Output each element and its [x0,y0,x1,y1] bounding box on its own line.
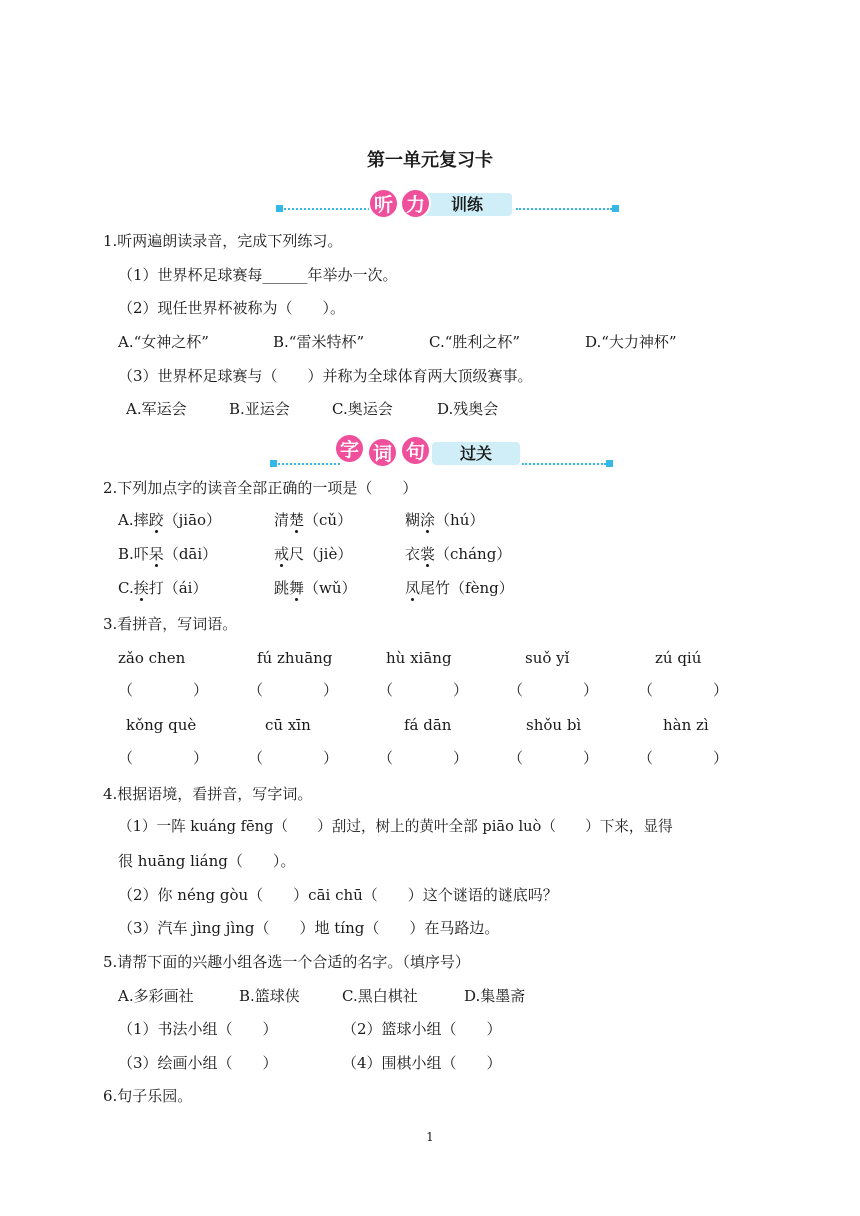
answer-blank[interactable]: （ ） [508,681,599,699]
pinyin-prompt: fú zhuāng [257,649,333,667]
option-text: A.多彩画社 [118,987,194,1005]
option-text: D.集墨斋 [464,987,526,1005]
pronunciation-item: 糊涂（hú） [405,511,485,529]
banner-dotted-line [516,208,612,210]
question-2-stem: 2.下列加点字的读音全部正确的一项是（ ） [103,479,418,497]
pronunciation-item: 衣裳（cháng） [405,545,512,563]
pronunciation-item: 清楚（cǔ） [274,511,353,529]
question-1-stem: 1.听两遍朗读录音，完成下列练习。 [103,232,343,250]
option-text: D.“大力神杯” [585,333,677,351]
option-text: D.残奥会 [437,400,499,418]
question-5-item: （3）绘画小组（ ） [118,1054,278,1072]
banner-dotted-line [284,208,370,210]
page-number: 1 [426,1130,434,1144]
pronunciation-item: 跳舞（wǔ） [274,579,357,597]
banner-end-square [612,205,619,212]
pinyin-prompt: cū xīn [265,716,311,734]
option-text: A.军运会 [126,400,187,418]
answer-blank[interactable]: （ ） [638,681,729,699]
pronunciation-item: B.吓呆（dāi） [118,545,218,563]
banner-label: 训练 [422,193,512,216]
pinyin-prompt: hù xiāng [386,649,452,667]
question-4-line: （3）汽车 jìng jìng（ ）地 tíng（ ）在马路边。 [118,919,500,937]
answer-blank[interactable]: （ ） [118,681,209,699]
question-4-line: （1）一阵 kuáng fēng（ ）刮过，树上的黄叶全部 piāo luò（ ）下来，显得 [118,818,673,835]
option-text: C.“胜利之杯” [429,333,521,351]
banner-char-circle: 力 [400,188,431,219]
answer-blank[interactable]: （ ） [248,681,339,699]
pinyin-prompt: hàn zì [663,716,709,734]
question-6-stem: 6.句子乐园。 [103,1087,193,1105]
option-text: B.亚运会 [229,400,290,418]
answer-blank[interactable]: （ ） [638,749,729,767]
option-text: C.黑白棋社 [342,987,418,1005]
pinyin-prompt: kǒng què [126,716,197,734]
pinyin-prompt: shǒu bì [526,716,582,734]
banner-dotted-line [522,463,606,465]
section-banner-listening [276,188,621,222]
question-1-sub-1: （1）世界杯足球赛每______年举办一次。 [118,266,398,284]
banner-end-square [606,460,613,467]
option-text: B.篮球侠 [239,987,300,1005]
answer-blank[interactable]: （ ） [508,749,599,767]
question-5-item: （2）篮球小组（ ） [342,1020,502,1038]
option-text: B.“雷米特杯” [273,333,365,351]
section-banner-words [270,437,615,471]
pronunciation-item: A.摔跤（jiāo） [118,511,222,529]
answer-blank[interactable]: （ ） [248,749,339,767]
banner-label: 过关 [432,442,520,465]
banner-char-circle: 听 [368,188,399,219]
pinyin-prompt: fá dān [404,716,452,734]
pinyin-prompt: zú qiú [655,649,702,667]
question-1-sub-2: （2）现任世界杯被称为（ ）。 [118,299,346,317]
pronunciation-item: 凤尾竹（fèng） [405,579,514,597]
pinyin-prompt: suǒ yǐ [525,649,570,667]
banner-char-circle: 字 [334,433,365,464]
question-1-sub-3: （3）世界杯足球赛与（ ）并称为全球体育两大顶级赛事。 [118,367,533,385]
banner-end-square [276,205,283,212]
question-3-stem: 3.看拼音，写词语。 [103,615,238,633]
banner-char-circle: 句 [400,435,431,466]
question-4-stem: 4.根据语境，看拼音，写字词。 [103,785,313,803]
pronunciation-item: C.挨打（ái） [118,579,208,597]
question-4-line: 很 huāng liáng（ ）。 [118,852,296,870]
option-text: C.奥运会 [332,400,393,418]
answer-blank[interactable]: （ ） [378,749,469,767]
banner-dotted-line [278,463,340,465]
question-5-stem: 5.请帮下面的兴趣小组各选一个合适的名字。（填序号） [103,953,470,971]
answer-blank[interactable]: （ ） [378,681,469,699]
banner-char-circle: 词 [367,437,398,468]
answer-blank[interactable]: （ ） [118,749,209,767]
question-5-item: （4）围棋小组（ ） [342,1054,502,1072]
question-4-line: （2）你 néng gòu（ ）cāi chū（ ）这个谜语的谜底吗？ [118,886,558,904]
pinyin-prompt: zǎo chen [118,649,186,667]
banner-end-square [270,460,277,467]
pronunciation-item: 戒尺（jiè） [274,545,353,563]
question-5-item: （1）书法小组（ ） [118,1020,278,1038]
page-title: 第一单元复习卡 [367,150,493,171]
option-text: A.“女神之杯” [118,333,209,351]
